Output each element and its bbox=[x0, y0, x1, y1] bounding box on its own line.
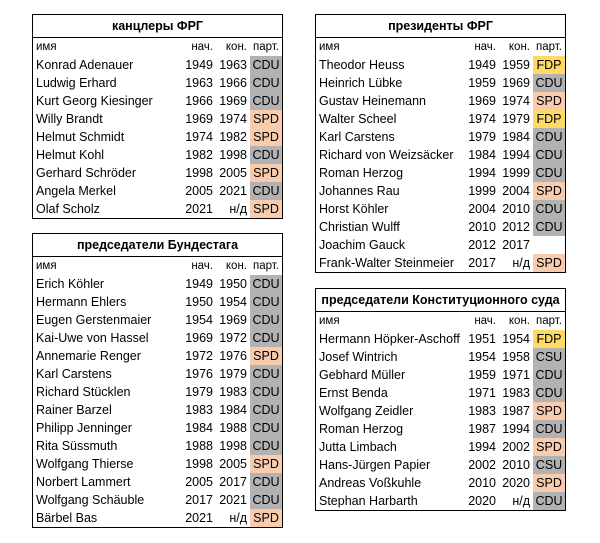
term-start: 1954 bbox=[185, 313, 213, 327]
person-name: Wolfgang Zeidler bbox=[319, 404, 414, 418]
term-end: 1984 bbox=[219, 403, 247, 417]
header-name: имя bbox=[319, 315, 340, 327]
header-start: нач. bbox=[474, 41, 496, 53]
term-end: 1969 bbox=[219, 313, 247, 327]
person-name: Frank-Walter Steinmeier bbox=[319, 256, 454, 270]
term-end: 1974 bbox=[219, 112, 247, 126]
term-end: 1999 bbox=[502, 166, 530, 180]
table-row bbox=[33, 200, 282, 218]
table-row bbox=[33, 110, 282, 128]
term-start: 2002 bbox=[468, 458, 496, 472]
term-start: 1971 bbox=[468, 386, 496, 400]
party-badge: SPD bbox=[533, 402, 565, 420]
party-badge: CDU bbox=[250, 182, 282, 200]
term-start: 1994 bbox=[468, 440, 496, 454]
person-name: Wolfgang Thierse bbox=[36, 457, 134, 471]
table-row bbox=[33, 56, 282, 74]
party-badge: CDU bbox=[250, 311, 282, 329]
person-name: Karl Carstens bbox=[36, 367, 112, 381]
term-start: 1951 bbox=[468, 332, 496, 346]
person-name: Gerhard Schröder bbox=[36, 166, 137, 180]
person-name: Annemarie Renger bbox=[36, 349, 141, 363]
term-start: 2017 bbox=[468, 256, 496, 270]
person-name: Hermann Höpker-Aschoff bbox=[319, 332, 460, 346]
table-row bbox=[316, 330, 565, 348]
party-badge: CDU bbox=[533, 200, 565, 218]
presidents-table bbox=[315, 14, 566, 273]
term-end: н/д bbox=[512, 494, 530, 508]
term-end: 1998 bbox=[219, 148, 247, 162]
person-name: Willy Brandt bbox=[36, 112, 103, 126]
person-name: Erich Köhler bbox=[36, 277, 105, 291]
person-name: Eugen Gerstenmaier bbox=[36, 313, 152, 327]
table-row bbox=[316, 146, 565, 164]
person-name: Jutta Limbach bbox=[319, 440, 397, 454]
term-start: 2005 bbox=[185, 184, 213, 198]
term-end: 1969 bbox=[219, 94, 247, 108]
person-name: Philipp Jenninger bbox=[36, 421, 132, 435]
term-start: 1998 bbox=[185, 457, 213, 471]
term-end: 2021 bbox=[219, 184, 247, 198]
person-name: Rainer Barzel bbox=[36, 403, 112, 417]
term-start: 1979 bbox=[185, 385, 213, 399]
term-start: 1982 bbox=[185, 148, 213, 162]
term-start: 1963 bbox=[185, 76, 213, 90]
table-header-row bbox=[33, 38, 282, 56]
term-start: 1966 bbox=[185, 94, 213, 108]
table-row bbox=[316, 74, 565, 92]
party-badge: SPD bbox=[533, 92, 565, 110]
chancellors-table bbox=[32, 14, 283, 219]
term-start: 2010 bbox=[468, 220, 496, 234]
term-start: 1976 bbox=[185, 367, 213, 381]
table-header-row bbox=[316, 38, 565, 56]
term-end: 1984 bbox=[502, 130, 530, 144]
person-name: Horst Köhler bbox=[319, 202, 389, 216]
term-start: 2012 bbox=[468, 238, 496, 252]
party-badge: CDU bbox=[250, 275, 282, 293]
term-end: 1969 bbox=[502, 76, 530, 90]
term-start: 2005 bbox=[185, 475, 213, 489]
term-start: 1983 bbox=[185, 403, 213, 417]
person-name: Stephan Harbarth bbox=[319, 494, 418, 508]
term-end: 2017 bbox=[219, 475, 247, 489]
person-name: Angela Merkel bbox=[36, 184, 116, 198]
person-name: Kurt Georg Kiesinger bbox=[36, 94, 153, 108]
table-row bbox=[316, 92, 565, 110]
party-badge: CSU bbox=[533, 348, 565, 366]
term-end: 2010 bbox=[502, 458, 530, 472]
table-row bbox=[316, 492, 565, 510]
term-start: 1984 bbox=[468, 148, 496, 162]
person-name: Kai-Uwe von Hassel bbox=[36, 331, 149, 345]
term-end: н/д bbox=[229, 511, 247, 525]
header-start: нач. bbox=[191, 260, 213, 272]
term-end: 1987 bbox=[502, 404, 530, 418]
header-end: кон. bbox=[225, 260, 247, 272]
term-end: 2005 bbox=[219, 457, 247, 471]
term-start: 1987 bbox=[468, 422, 496, 436]
term-start: 1984 bbox=[185, 421, 213, 435]
table-row bbox=[33, 275, 282, 293]
bundestag-presidents-table bbox=[32, 233, 283, 528]
party-badge: CDU bbox=[250, 437, 282, 455]
header-party: парт. bbox=[536, 315, 562, 327]
party-badge: CDU bbox=[533, 420, 565, 438]
party-badge: SPD bbox=[250, 455, 282, 473]
term-start: 2010 bbox=[468, 476, 496, 490]
table-row bbox=[33, 329, 282, 347]
party-badge: CDU bbox=[250, 419, 282, 437]
table-title: председатели Конституционного суда bbox=[316, 289, 565, 312]
term-start: 1972 bbox=[185, 349, 213, 363]
party-badge: FDP bbox=[533, 56, 565, 74]
person-name: Wolfgang Schäuble bbox=[36, 493, 145, 507]
term-start: 2021 bbox=[185, 511, 213, 525]
header-name: имя bbox=[36, 260, 57, 272]
term-end: н/д bbox=[229, 202, 247, 216]
table-row bbox=[33, 365, 282, 383]
table-title: президенты ФРГ bbox=[316, 15, 565, 38]
term-start: 1979 bbox=[468, 130, 496, 144]
person-name: Konrad Adenauer bbox=[36, 58, 134, 72]
party-badge: SPD bbox=[250, 128, 282, 146]
person-name: Theodor Heuss bbox=[319, 58, 405, 72]
header-end: кон. bbox=[508, 315, 530, 327]
party-badge: CSU bbox=[533, 456, 565, 474]
term-start: 1950 bbox=[185, 295, 213, 309]
person-name: Ernst Benda bbox=[319, 386, 388, 400]
constitutional-court-table bbox=[315, 288, 566, 511]
term-start: 1949 bbox=[185, 58, 213, 72]
table-row bbox=[33, 455, 282, 473]
term-start: 1974 bbox=[185, 130, 213, 144]
term-start: 1949 bbox=[468, 58, 496, 72]
person-name: Norbert Lammert bbox=[36, 475, 131, 489]
table-row bbox=[316, 182, 565, 200]
term-end: 2002 bbox=[502, 440, 530, 454]
header-party: парт. bbox=[253, 260, 279, 272]
table-title: канцлеры ФРГ bbox=[33, 15, 282, 38]
table-row bbox=[33, 146, 282, 164]
term-end: 1988 bbox=[219, 421, 247, 435]
party-badge: SPD bbox=[250, 347, 282, 365]
term-start: 1949 bbox=[185, 277, 213, 291]
term-end: 1959 bbox=[502, 58, 530, 72]
party-badge: CDU bbox=[533, 146, 565, 164]
party-badge: CDU bbox=[533, 164, 565, 182]
party-badge: SPD bbox=[533, 254, 565, 272]
term-end: 1983 bbox=[502, 386, 530, 400]
header-start: нач. bbox=[474, 315, 496, 327]
person-name: Roman Herzog bbox=[319, 166, 404, 180]
table-row bbox=[33, 401, 282, 419]
person-name: Gustav Heinemann bbox=[319, 94, 427, 108]
person-name: Johannes Rau bbox=[319, 184, 400, 198]
table-row bbox=[316, 456, 565, 474]
person-name: Joachim Gauck bbox=[319, 238, 406, 252]
party-badge: CDU bbox=[250, 491, 282, 509]
party-badge: CDU bbox=[250, 74, 282, 92]
table-row bbox=[33, 419, 282, 437]
table-row bbox=[33, 182, 282, 200]
party-badge: SPD bbox=[250, 509, 282, 527]
party-badge: CDU bbox=[250, 401, 282, 419]
person-name: Richard von Weizsäcker bbox=[319, 148, 454, 162]
party-badge: CDU bbox=[250, 56, 282, 74]
table-row bbox=[33, 164, 282, 182]
table-row bbox=[33, 311, 282, 329]
table-row bbox=[316, 128, 565, 146]
table-row bbox=[33, 383, 282, 401]
term-end: 1954 bbox=[219, 295, 247, 309]
party-badge: CDU bbox=[250, 146, 282, 164]
term-end: н/д bbox=[512, 256, 530, 270]
term-end: 1998 bbox=[219, 439, 247, 453]
term-start: 1954 bbox=[468, 350, 496, 364]
term-start: 1999 bbox=[468, 184, 496, 198]
table-row bbox=[316, 254, 565, 272]
table-row bbox=[33, 347, 282, 365]
party-badge: CDU bbox=[533, 492, 565, 510]
person-name: Heinrich Lübke bbox=[319, 76, 403, 90]
header-party: парт. bbox=[536, 41, 562, 53]
party-badge: SPD bbox=[250, 110, 282, 128]
table-row bbox=[316, 164, 565, 182]
term-end: 2017 bbox=[502, 238, 530, 252]
party-badge bbox=[533, 236, 565, 254]
party-badge: CDU bbox=[533, 366, 565, 384]
table-row bbox=[33, 128, 282, 146]
term-start: 1994 bbox=[468, 166, 496, 180]
term-start: 2021 bbox=[185, 202, 213, 216]
party-badge: CDU bbox=[533, 128, 565, 146]
table-row bbox=[33, 509, 282, 527]
person-name: Helmut Schmidt bbox=[36, 130, 125, 144]
header-start: нач. bbox=[191, 41, 213, 53]
term-start: 1998 bbox=[185, 166, 213, 180]
person-name: Richard Stücklen bbox=[36, 385, 131, 399]
term-end: 2004 bbox=[502, 184, 530, 198]
term-start: 2020 bbox=[468, 494, 496, 508]
person-name: Karl Carstens bbox=[319, 130, 395, 144]
party-badge: FDP bbox=[533, 330, 565, 348]
person-name: Christian Wulff bbox=[319, 220, 400, 234]
party-badge: CDU bbox=[250, 329, 282, 347]
table-row bbox=[33, 473, 282, 491]
term-start: 1959 bbox=[468, 76, 496, 90]
person-name: Ludwig Erhard bbox=[36, 76, 117, 90]
party-badge: SPD bbox=[533, 474, 565, 492]
term-start: 2017 bbox=[185, 493, 213, 507]
party-badge: CDU bbox=[533, 218, 565, 236]
person-name: Gebhard Müller bbox=[319, 368, 406, 382]
term-end: 1954 bbox=[502, 332, 530, 346]
term-end: 1972 bbox=[219, 331, 247, 345]
person-name: Bärbel Bas bbox=[36, 511, 98, 525]
table-row bbox=[316, 384, 565, 402]
person-name: Andreas Voßkuhle bbox=[319, 476, 422, 490]
term-end: 1994 bbox=[502, 422, 530, 436]
person-name: Olaf Scholz bbox=[36, 202, 100, 216]
term-end: 2012 bbox=[502, 220, 530, 234]
table-row bbox=[316, 366, 565, 384]
table-row bbox=[316, 402, 565, 420]
table-row bbox=[316, 218, 565, 236]
table-row bbox=[316, 420, 565, 438]
table-row bbox=[316, 438, 565, 456]
term-start: 1969 bbox=[185, 112, 213, 126]
table-row bbox=[316, 348, 565, 366]
party-badge: CDU bbox=[250, 365, 282, 383]
party-badge: SPD bbox=[250, 164, 282, 182]
person-name: Hans-Jürgen Papier bbox=[319, 458, 431, 472]
person-name: Hermann Ehlers bbox=[36, 295, 127, 309]
header-name: имя bbox=[36, 41, 57, 53]
term-end: 1979 bbox=[219, 367, 247, 381]
table-row bbox=[33, 92, 282, 110]
term-end: 1983 bbox=[219, 385, 247, 399]
term-end: 1950 bbox=[219, 277, 247, 291]
term-start: 1983 bbox=[468, 404, 496, 418]
person-name: Josef Wintrich bbox=[319, 350, 398, 364]
term-end: 1979 bbox=[502, 112, 530, 126]
table-row bbox=[316, 110, 565, 128]
term-end: 1974 bbox=[502, 94, 530, 108]
term-end: 1958 bbox=[502, 350, 530, 364]
party-badge: CDU bbox=[250, 383, 282, 401]
term-end: 1966 bbox=[219, 76, 247, 90]
person-name: Walter Scheel bbox=[319, 112, 397, 126]
table-row bbox=[316, 56, 565, 74]
party-badge: CDU bbox=[250, 473, 282, 491]
party-badge: SPD bbox=[533, 182, 565, 200]
table-row bbox=[316, 200, 565, 218]
party-badge: SPD bbox=[250, 200, 282, 218]
term-start: 1988 bbox=[185, 439, 213, 453]
party-badge: CDU bbox=[250, 92, 282, 110]
party-badge: CDU bbox=[533, 74, 565, 92]
party-badge: SPD bbox=[533, 438, 565, 456]
term-end: 1982 bbox=[219, 130, 247, 144]
header-party: парт. bbox=[253, 41, 279, 53]
table-header-row bbox=[316, 312, 565, 330]
party-badge: FDP bbox=[533, 110, 565, 128]
term-end: 1976 bbox=[219, 349, 247, 363]
term-start: 1959 bbox=[468, 368, 496, 382]
term-end: 1994 bbox=[502, 148, 530, 162]
header-end: кон. bbox=[225, 41, 247, 53]
term-start: 1969 bbox=[185, 331, 213, 345]
table-row bbox=[33, 437, 282, 455]
person-name: Helmut Kohl bbox=[36, 148, 105, 162]
table-title: председатели Бундестага bbox=[33, 234, 282, 257]
term-end: 2005 bbox=[219, 166, 247, 180]
person-name: Rita Süssmuth bbox=[36, 439, 118, 453]
term-start: 1974 bbox=[468, 112, 496, 126]
term-end: 1971 bbox=[502, 368, 530, 382]
term-end: 2010 bbox=[502, 202, 530, 216]
term-start: 2004 bbox=[468, 202, 496, 216]
table-header-row bbox=[33, 257, 282, 275]
table-row bbox=[316, 474, 565, 492]
header-name: имя bbox=[319, 41, 340, 53]
party-badge: CDU bbox=[533, 384, 565, 402]
table-row bbox=[316, 236, 565, 254]
term-end: 1963 bbox=[219, 58, 247, 72]
table-row bbox=[33, 491, 282, 509]
term-end: 2021 bbox=[219, 493, 247, 507]
term-start: 1969 bbox=[468, 94, 496, 108]
person-name: Roman Herzog bbox=[319, 422, 404, 436]
party-badge: CDU bbox=[250, 293, 282, 311]
table-row bbox=[33, 293, 282, 311]
table-row bbox=[33, 74, 282, 92]
term-end: 2020 bbox=[502, 476, 530, 490]
header-end: кон. bbox=[508, 41, 530, 53]
